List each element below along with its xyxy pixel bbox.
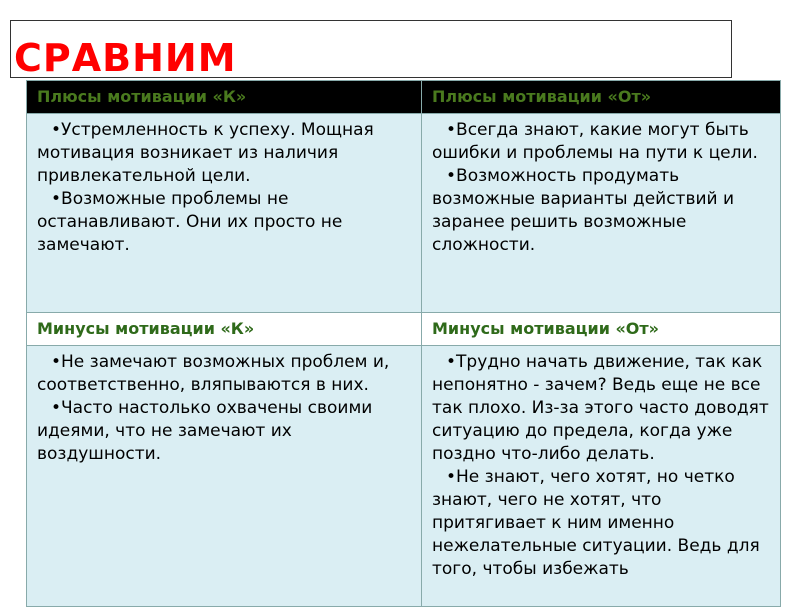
body-row-plus xyxy=(27,114,781,313)
cell-minus-k xyxy=(27,346,422,607)
slide-title: СРАВНИМ xyxy=(14,36,237,80)
header-cell-plus-k xyxy=(27,81,422,114)
minus-k-item: •Не замечают возможных проблем и, соответственно, вляпываются в них. xyxy=(37,352,390,395)
header-minus-k-label: Минусы мотивации «К» xyxy=(37,319,255,338)
cell-minus-ot xyxy=(422,346,781,607)
cell-plus-ot xyxy=(422,114,781,313)
header-cell-minus-ot xyxy=(422,313,781,346)
plus-k-item: •Устремленность к успеху. Мощная мотивация возникает из наличия привлекательной цели. xyxy=(37,120,374,186)
comparison-table xyxy=(26,80,781,607)
header-minus-ot-label: Минусы мотивации «От» xyxy=(432,319,660,338)
minus-k-item: •Часто настолько охвачены своими идеями, что не замечают их воздушности. xyxy=(37,398,373,464)
plus-ot-item: •Возможность продумать возможные варианты действий и заранее решить возможные сложности. xyxy=(432,166,735,255)
header-cell-minus-k xyxy=(27,313,422,346)
plus-k-item: •Возможные проблемы не останавливают. Они их просто не замечают. xyxy=(37,189,343,255)
header-cell-plus-ot xyxy=(422,81,781,114)
header-plus-k-label: Плюсы мотивации «К» xyxy=(37,87,247,106)
header-row-plus xyxy=(27,81,781,114)
minus-ot-item: •Трудно начать движение, так как непонятно - зачем? Ведь еще не все так плохо. Из-за этого часто доводят ситуацию до предела, когда уже поздно что-либо делать. xyxy=(432,352,769,464)
minus-ot-item: •Не знают, чего хотят, но четко знают, чего не хотят, что притягивает к ним именно нежелательные ситуации. Ведь для того, чтобы избежать xyxy=(432,467,760,579)
body-row-minus xyxy=(27,346,781,607)
header-row-minus xyxy=(27,313,781,346)
header-plus-ot-label: Плюсы мотивации «От» xyxy=(432,87,652,106)
plus-ot-item: •Всегда знают, какие могут быть ошибки и проблемы на пути к цели. xyxy=(432,120,758,163)
cell-plus-k xyxy=(27,114,422,313)
